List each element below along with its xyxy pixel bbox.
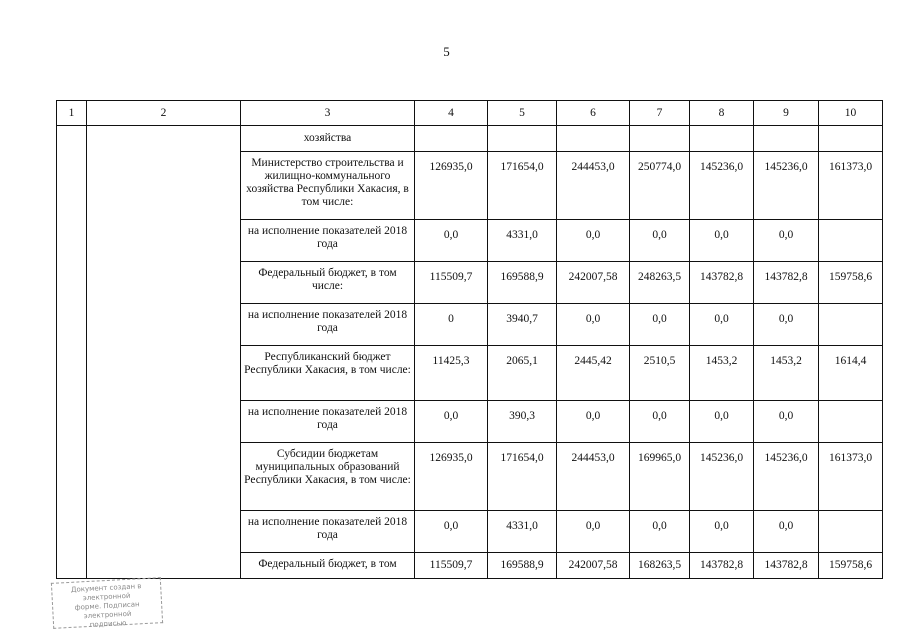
value-cell: 126935,0 [415,152,488,220]
value-cell [630,126,690,152]
value-cell [557,126,630,152]
value-cell: 0,0 [630,304,690,346]
value-cell: 143782,8 [754,553,819,579]
value-cell: 115509,7 [415,262,488,304]
column-header: 2 [87,101,241,126]
value-cell [415,126,488,152]
value-cell: 169588,9 [488,553,557,579]
row-label: на исполнение показателей 2018 года [241,511,415,553]
value-cell: 171654,0 [488,443,557,511]
value-cell: 145236,0 [754,152,819,220]
value-cell [690,126,754,152]
value-cell: 143782,8 [754,262,819,304]
value-cell: 161373,0 [819,443,883,511]
value-cell: 0,0 [415,220,488,262]
column-header: 3 [241,101,415,126]
row-label: Министерство строительства и жилищно-коммунального хозяйства Республики Хакасия, в том числе: [241,152,415,220]
page-number: 5 [443,44,450,59]
value-cell: 0,0 [557,401,630,443]
value-cell: 0,0 [690,220,754,262]
column-header: 5 [488,101,557,126]
value-cell: 4331,0 [488,220,557,262]
value-cell [754,126,819,152]
column-header: 10 [819,101,883,126]
value-cell [819,126,883,152]
row-label: Субсидии бюджетам муниципальных образований Республики Хакасия, в том числе: [241,443,415,511]
value-cell: 0,0 [630,401,690,443]
value-cell: 1453,2 [690,346,754,401]
column-header: 9 [754,101,819,126]
value-cell: 169588,9 [488,262,557,304]
value-cell: 143782,8 [690,262,754,304]
stamp-line: Документ создан в электронной [70,582,142,603]
value-cell: 0,0 [630,511,690,553]
value-cell: 0,0 [415,401,488,443]
stamp-line: подписью [89,619,127,629]
value-cell: 0,0 [754,511,819,553]
budget-table [56,100,883,579]
column-header: 4 [415,101,488,126]
row-label: Федеральный бюджет, в том [241,553,415,579]
value-cell: 0,0 [557,511,630,553]
value-cell: 1614,4 [819,346,883,401]
value-cell [819,220,883,262]
value-cell: 0,0 [754,401,819,443]
row-label: на исполнение показателей 2018 года [241,220,415,262]
row-label: на исполнение показателей 2018 года [241,401,415,443]
value-cell: 1453,2 [754,346,819,401]
value-cell: 3940,7 [488,304,557,346]
table-header-row [57,101,883,126]
value-cell: 0 [415,304,488,346]
value-cell: 126935,0 [415,443,488,511]
value-cell: 0,0 [630,220,690,262]
value-cell: 143782,8 [690,553,754,579]
value-cell: 2065,1 [488,346,557,401]
value-cell: 171654,0 [488,152,557,220]
value-cell [488,126,557,152]
value-cell: 169965,0 [630,443,690,511]
value-cell: 250774,0 [630,152,690,220]
value-cell [819,304,883,346]
value-cell: 159758,6 [819,553,883,579]
value-cell: 145236,0 [690,152,754,220]
row-label: Республиканский бюджет Республики Хакасия, в том числе: [241,346,415,401]
value-cell: 2510,5 [630,346,690,401]
column-header: 8 [690,101,754,126]
stamp-line: форме. Подписан электронной [74,600,140,621]
value-cell: 145236,0 [754,443,819,511]
value-cell: 145236,0 [690,443,754,511]
value-cell: 2445,42 [557,346,630,401]
value-cell: 11425,3 [415,346,488,401]
column-header: 6 [557,101,630,126]
column-2-cell [87,126,241,579]
row-label: на исполнение показателей 2018 года [241,304,415,346]
value-cell: 244453,0 [557,443,630,511]
value-cell: 0,0 [557,220,630,262]
value-cell: 0,0 [690,401,754,443]
value-cell: 0,0 [690,511,754,553]
value-cell [819,511,883,553]
row-label: хозяйства [241,126,415,152]
value-cell: 248263,5 [630,262,690,304]
value-cell: 0,0 [754,220,819,262]
value-cell [819,401,883,443]
value-cell: 161373,0 [819,152,883,220]
value-cell: 244453,0 [557,152,630,220]
column-header: 7 [630,101,690,126]
column-header: 1 [57,101,87,126]
value-cell: 4331,0 [488,511,557,553]
electronic-signature-stamp [51,577,163,629]
value-cell: 242007,58 [557,262,630,304]
value-cell: 0,0 [690,304,754,346]
table-row [57,126,883,152]
value-cell: 0,0 [415,511,488,553]
value-cell: 0,0 [557,304,630,346]
value-cell: 0,0 [754,304,819,346]
row-label: Федеральный бюджет, в том числе: [241,262,415,304]
value-cell: 159758,6 [819,262,883,304]
value-cell: 390,3 [488,401,557,443]
value-cell: 168263,5 [630,553,690,579]
value-cell: 115509,7 [415,553,488,579]
column-1-cell [57,126,87,579]
value-cell: 242007,58 [557,553,630,579]
